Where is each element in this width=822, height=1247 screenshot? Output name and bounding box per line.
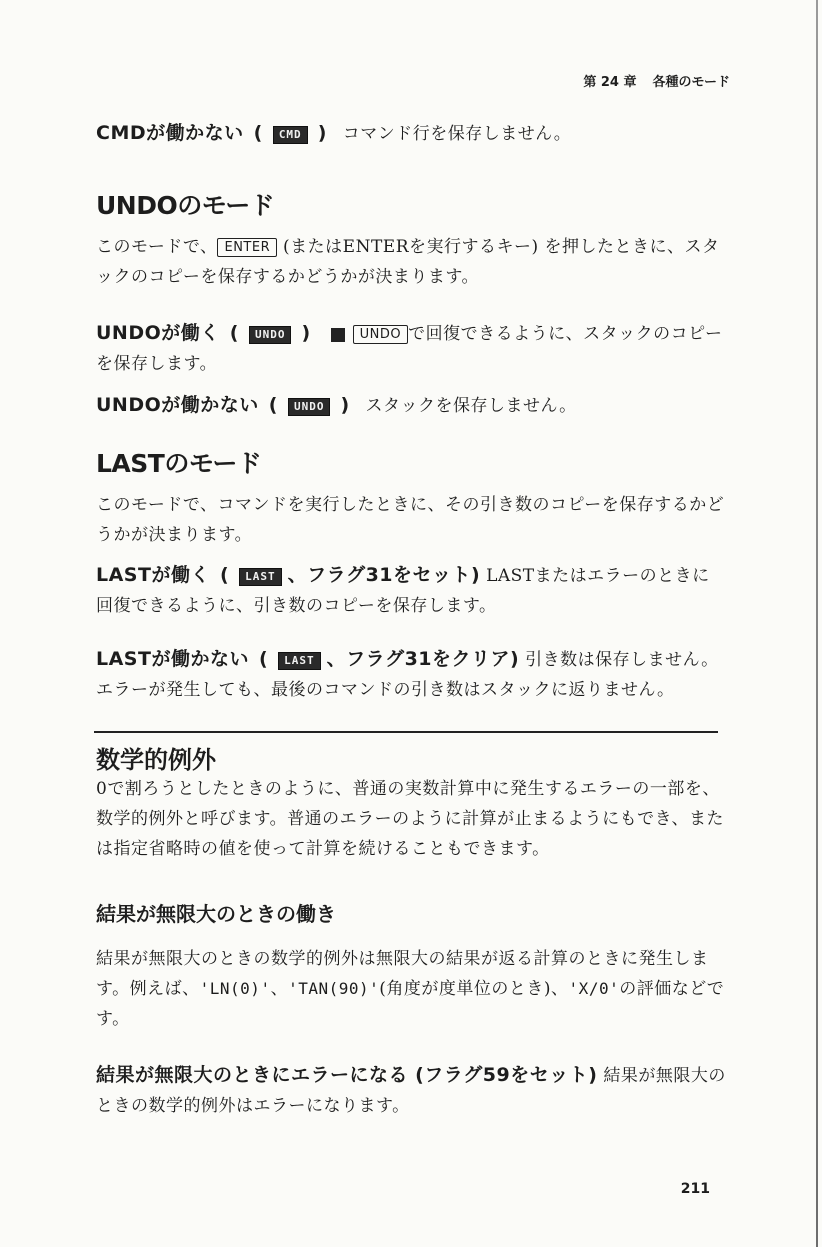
inf-note: (角度が度単位のとき)、	[379, 979, 569, 999]
undo-annunciator-icon: UNDO	[288, 398, 331, 416]
chapter-number: 第 24 章	[583, 75, 637, 90]
example-sep: 、	[270, 979, 289, 999]
last-intro	[96, 490, 726, 550]
inf-body-post: の評価などです。	[96, 979, 725, 1029]
paren-open: (	[253, 122, 263, 144]
page-edge	[816, 0, 818, 1247]
cmd-annunciator-icon: CMD	[273, 126, 308, 144]
math-body-text: 0で割ろうとしたときのように、普通の実数計算中に発生するエラーの一部を、数学的例外と呼びます。普通のエラーのように計算が止まるようにもでき、または指定省略時の値を使って計算を続けることもできます。	[96, 779, 724, 859]
math-heading: 数学的例外	[96, 746, 216, 774]
paren-close: )	[301, 322, 311, 344]
undo-off-term: UNDOが働かない	[96, 394, 259, 416]
paren-open: (	[268, 394, 278, 416]
paren-open: (	[219, 564, 230, 586]
last-off-entry	[96, 644, 726, 705]
last-on-entry	[96, 560, 726, 621]
undo-on-desc: で回復できるように、スタックのコピーを保存します。	[96, 324, 723, 374]
undo-section-heading-block	[96, 186, 726, 222]
enter-key-icon: ENTER	[217, 238, 277, 257]
last-off-desc: 引き数は保存しません。エラーが発生しても、最後のコマンドの引き数はスタックに返りません。	[96, 650, 719, 700]
undo-intro-post: (またはENTERを実行するキー) を押したときに、スタックのコピーを保存するかどうかが決まります。	[96, 237, 720, 287]
example-ln: 'LN(0)'	[199, 979, 271, 998]
last-section-heading-block	[96, 444, 726, 480]
paren-close: )	[340, 394, 350, 416]
last-annunciator-icon: LAST	[239, 568, 282, 586]
inf-heading: 結果が無限大のときの働き	[96, 902, 336, 926]
running-header	[560, 71, 730, 90]
last-off-term: LASTが働かない	[96, 648, 249, 670]
inf-error-term: 結果が無限大のときにエラーになる (フラグ59をセット)	[96, 1064, 598, 1086]
last-heading: LASTのモード	[96, 449, 262, 478]
chapter-title: 各種のモード	[652, 75, 730, 90]
undo-key-icon: UNDO	[353, 325, 408, 344]
last-on-term: LASTが働く	[96, 564, 210, 586]
inf-error-desc: 結果が無限大のときの数学的例外はエラーになります。	[96, 1066, 726, 1116]
undo-annunciator-icon: UNDO	[249, 326, 292, 344]
undo-heading: UNDOのモード	[96, 191, 275, 220]
undo-on-entry	[96, 318, 726, 379]
undo-off-entry	[96, 390, 726, 421]
math-heading-block	[96, 740, 726, 775]
example-div: 'X/0'	[568, 979, 620, 998]
inf-body	[96, 944, 726, 1034]
paren-open: (	[258, 648, 269, 670]
inf-heading-block	[96, 898, 726, 927]
last-on-flag: 、フラグ31をセット)	[287, 564, 481, 586]
last-off-flag: 、フラグ31をクリア)	[326, 648, 520, 670]
undo-off-desc: スタックを保存しません。	[365, 396, 577, 416]
cmd-off-term: CMDが働かない	[96, 122, 244, 144]
cmd-off-desc: コマンド行を保存しません。	[342, 124, 572, 144]
cmd-off-entry	[96, 118, 726, 149]
paren-open: (	[229, 322, 239, 344]
example-tan: 'TAN(90)'	[288, 979, 380, 998]
section-divider	[94, 731, 718, 733]
last-on-desc: LASTまたはエラーのときに回復できるように、引き数のコピーを保存します。	[96, 566, 710, 616]
last-annunciator-icon: LAST	[278, 652, 321, 670]
undo-intro	[96, 232, 726, 292]
paren-close: )	[317, 122, 327, 144]
undo-intro-pre: このモードで、	[96, 237, 218, 257]
math-body	[96, 774, 726, 864]
page-number: 211	[680, 1181, 710, 1197]
undo-on-term: UNDOが働く	[96, 322, 220, 344]
shift-key-icon	[331, 328, 345, 342]
last-intro-text: このモードで、コマンドを実行したときに、その引き数のコピーを保存するかどうかが決まります。	[96, 495, 725, 545]
inf-body-pre: 結果が無限大のときの数学的例外は無限大の結果が返る計算のときに発生します。例えば、	[96, 949, 709, 999]
inf-error-entry	[96, 1060, 726, 1121]
